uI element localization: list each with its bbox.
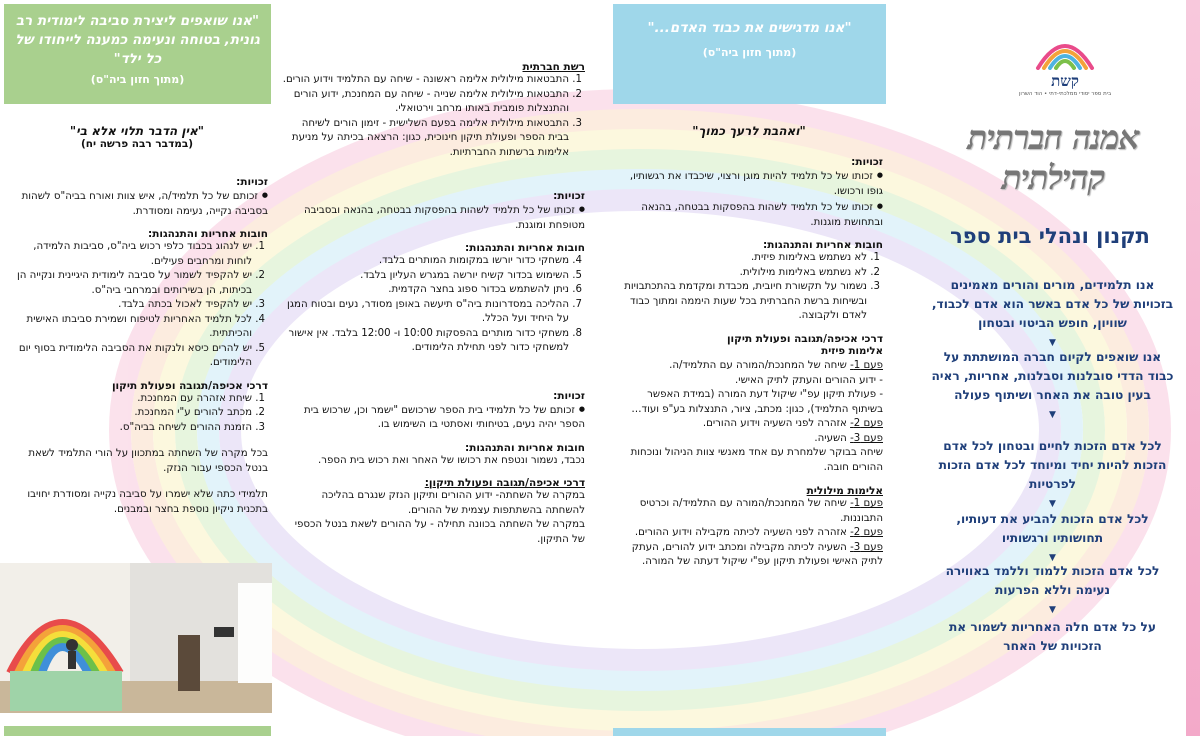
principle-item: אנו תלמידים, מורים והורים מאמינים בזכויות של כל אדם באשר הוא אדם לכבוד, שוויון, חופש הביטוי ובטחון ▼ xyxy=(930,276,1175,353)
vision-quote-box xyxy=(4,4,271,104)
section-title: "ואהבת לרעך כמוך" xyxy=(692,124,806,138)
rights-list xyxy=(615,168,883,230)
rights-heading: זכויות: xyxy=(553,190,585,202)
list-item: ● זכותם של כל תלמידי בית הספר שרכושם "ישמר וכן, שרכוש בית הספר יהיה נעים, בטיחותי ואסתטי בו השימוש בו. xyxy=(281,402,585,433)
list-item: 2. לא נשתמש באלימות מילולית. xyxy=(615,266,867,281)
list-item: 1. יש לנהוג בכבוד כלפי רכוש ביה"ס, סביבות הלמידה, לוחות ומרחבים פעילים. xyxy=(6,240,252,269)
down-arrow-icon: ▼ xyxy=(1049,499,1056,509)
property-rights-heading: זכויות: xyxy=(553,389,585,402)
vision-quote-source: (מתוך חזון ביה"ס) xyxy=(90,73,185,86)
down-arrow-icon: ▼ xyxy=(1049,338,1056,348)
list-item: 3. נשמור על תקשורת חיובית, מכבדת ומקדמת בהתכתבויות ובשיחות ברשת החברתית בכל שעות היממה ומתוך כבוד לאדם ולקבוצה. xyxy=(615,280,867,324)
duties-list xyxy=(615,251,883,324)
list-item: 2. מכתב להורים ע"י המחנכת. xyxy=(6,406,252,421)
environment-section xyxy=(6,124,268,517)
response-list xyxy=(6,392,268,436)
list-item: 3. התבטאות מילולית אלימה בפעם השלישית - זימון הורים לשיחה בבית הספר ופעולת תיקון חינוכית, כגון: הרצאה בכיתה על מניעת אלימות ברשתות החברתיות. xyxy=(281,117,569,161)
list-item: 3. יש להקפיד לאכול בכתה בלבד. xyxy=(6,298,252,313)
duties-heading: חובות אחריות והתנהגות: xyxy=(763,239,883,251)
list-item: 5. יש להרים כיסא ולנקות את הסביבה הלימודית בסוף יום הלימודים. xyxy=(6,342,252,371)
logo-tagline: בית ספר יסודי ממלכתי-דתי • הוד השרון xyxy=(1018,91,1112,97)
cleanliness-note: תלמידי כתה שלא ישמרו על סביבה נקייה ומסודרת יחויבו בתכנית ניקיון נוספת בחצר ובמבנים. xyxy=(27,489,268,515)
list-item: 4. לכל תלמיד האחריות לטיפוח ושמירת סביבתו האישית והכיתתית. xyxy=(6,313,252,342)
school-hallway-photo xyxy=(0,563,272,713)
page-title: אמנה חברתית קהילתית xyxy=(967,118,1139,197)
social-network-heading: רשת חברתית xyxy=(522,61,585,73)
panel-footer-bar xyxy=(613,728,886,736)
rights-heading: זכויות: xyxy=(236,176,268,188)
step-line: פעם 3- השעיה לכיתה מקבילה ומכתב ידוע להורים, העתק לתיק האישי ופעולת תיקון עפ"י שיקול דעתה של המורה. xyxy=(631,541,883,567)
response-heading: דרכי אכיפה/תגובה ופעולת תיקון xyxy=(726,332,883,345)
property-response-heading: דרכי אכיפה/תגובה ופעולת תיקון: xyxy=(424,477,585,489)
list-item: 2. התבטאות מילולית אלימה שנייה - שיחה עם המחנכת, ידוע הורים והתנצלות פומבית באותו מרחב וירטואלי. xyxy=(281,88,569,117)
list-item: 8. משחקי כדור מותרים בהפסקות 10:00 ו- 12:00 בלבד. אין אישור למשחקי כדור לפני תחילת הלימודים. xyxy=(281,327,569,356)
duties-list xyxy=(281,254,585,356)
hallway-illustration xyxy=(0,563,272,713)
section-title: "אין הדבר תלוי אלא בי" xyxy=(69,124,205,138)
step-line: פעם 2- אזהרה לפני השעיה לכיתה מקבילה וידוע ההורים. xyxy=(634,527,883,538)
step-line: - ידוע ההורים והעתק לתיק האישי. xyxy=(735,374,883,386)
step-line: פעם 1- שיחה של המחנכת/המורה עם התלמיד/ה וכרטיס התבוננות. xyxy=(639,498,883,524)
property-rights-list xyxy=(281,402,585,433)
panel-social-network xyxy=(275,0,605,736)
list-item: ● זכותו של כל תלמיד לשהות בהפסקות בבטחה, בהנאה ובסביבה מטופחת ומוגנת. xyxy=(281,202,585,233)
principle-item: לכל אדם הזכות להביע את דעותיו, תחושותיו ורגשותיו ▼ xyxy=(930,510,1175,568)
dignity-quote-source: (מתוך חזון ביה"ס) xyxy=(702,46,797,59)
down-arrow-icon: ▼ xyxy=(1049,605,1056,615)
principle-item: לכל אדם הזכות לחיים ובטחון לכל אדם הזכות להיות יחיד ומיוחד לכל אדם הזכות לפרטיות ▼ xyxy=(930,437,1175,514)
section-title-source: (במדבר רבה פרשה יח) xyxy=(80,138,194,150)
dignity-quote: "אנו מדגישים את כבוד האדם..." xyxy=(647,20,852,36)
duties-heading: חובות אחריות והתנהגות: xyxy=(465,242,585,254)
list-item: ● זכותו של כל תלמיד לשהות בהפסקות בבטחה, בהנאה ובתחושת מוגנות. xyxy=(615,199,883,230)
dignity-quote-box xyxy=(613,4,886,104)
list-item: 7. ההליכה במסדרונות ביה"ס תיעשה באופן מסודר, נעים ובטוח המגן על היחיד ועל הכלל. xyxy=(281,298,569,327)
property-duties-text: נכבד, נשמור ונטפח את רכושו של האחר ואת רכוש בית הספר. xyxy=(318,454,585,466)
list-item: 6. ניתן להשתמש בכדור ספוג בחצר הקדמית. xyxy=(281,283,569,298)
duties-heading: חובות אחריות והתנהגות: xyxy=(148,228,268,240)
property-response-text: במקרה של השחתה- ידוע ההורים ותיקון הנזק שנגרם בהליכה להשחתה בהשתתפות עצמית של ההורים. xyxy=(321,490,585,516)
vision-quote: "אנו שואפים ליצירת סביבה לימודית רב גונית, בטוחה ונעימה כמענה לייחודו של כל ילד" xyxy=(15,13,260,67)
verbal-violence-heading: אלימות מילולית xyxy=(806,485,883,497)
list-item: 1. לא נשתמש באלימות פיזית. xyxy=(615,251,867,266)
social-network-list xyxy=(281,73,585,160)
list-item: 1. שיחת אזהרה עם המחנכת. xyxy=(6,392,252,407)
physical-violence-note: שיחה בבוקר שלמחרת עם אחד מאנשי צוות הניהול ונוכחות ההורים חובה. xyxy=(630,447,883,473)
principle-item: לכל אדם הזכות ללמוד וללמד באווירה נעימה וללא הפרעות ▼ xyxy=(930,562,1175,620)
list-item: 1. התבטאות מילולית אלימה ראשונה - שיחה עם התלמיד וידוע הורים. xyxy=(281,73,569,88)
physical-violence-heading: אלימות פיזית xyxy=(821,345,883,357)
logo-name: קשת xyxy=(1051,72,1079,90)
list-item: ● זכותו של כל תלמיד להיות מוגן ורצוי, שיכבדו את רגשותיו, גופו ורכושו. xyxy=(615,168,883,199)
down-arrow-icon: ▼ xyxy=(1049,553,1056,563)
social-network-section xyxy=(281,52,585,547)
principle-item: אנו שואפים לקיום חברה המושתתת על כבוד הדדי סובלנות וסבלנות, אחריות, ראיה בעין טובה את האחר ושיתוף פעולה ▼ xyxy=(930,348,1175,425)
step-line: פעם 3- השעיה. xyxy=(814,432,883,444)
property-response-text: במקרה של השחתה בכוונה תחילה - על ההורים לשאת בנטל הכספי של התיקון. xyxy=(294,519,585,545)
duties-list xyxy=(6,240,268,371)
rights-list xyxy=(6,188,268,219)
principle-item: על כל אדם חלה האחריות לשמור את הזכויות של האחר xyxy=(948,620,1157,653)
list-item: ● זכותם של כל תלמיד/ה, איש צוות ואורח בביה"ס לשהות בסביבה נקייה, נעימה ומסודרת. xyxy=(6,188,268,219)
response-heading: דרכי אכיפה/תגובה ופעולת תיקון xyxy=(111,379,268,392)
step-line: פעם 1- שיחה של המחנכת/המורה עם התלמיד/ה. xyxy=(669,360,883,371)
list-item: 4. משחקי כדור יורשו במקומות המותרים בלבד. xyxy=(281,254,569,269)
violence-section xyxy=(615,124,883,570)
school-logo xyxy=(1015,30,1115,97)
physical-violence-steps xyxy=(615,359,883,475)
step-line: - פעולת תיקון עפ"י שיקול דעת המורה (במידת האפשר בשיתוף התלמיד), כגון: מכתב, ציור, התנצלות בע"פ ועוד… xyxy=(631,389,883,415)
page-edge-strip xyxy=(1186,0,1200,736)
verbal-violence-steps xyxy=(615,497,883,570)
panel-footer-bar xyxy=(4,726,271,736)
rainbow-logo-icon xyxy=(1030,30,1100,70)
down-arrow-icon: ▼ xyxy=(1049,410,1056,420)
vandalism-note: בכל מקרה של השחתה במתכוון על הורי התלמיד לשאת בנטל הכספי עבור הנזק. xyxy=(28,448,268,474)
step-line: פעם 2- אזהרה לפני השעיה וידוע ההורים. xyxy=(702,418,883,429)
list-item: 3. הזמנת ההורים לשיחה בביה"ס. xyxy=(6,421,252,436)
list-item: 2. יש להקפיד לשמור על סביבה לימודית היגיינית ונקייה הן בכיתות, הן בשירותים ובמרחבי ביה"ס. xyxy=(6,269,252,298)
list-item: 5. השימוש בכדור קשיח יורשה במגרש העליון בלבד. xyxy=(281,269,569,284)
panel-love-thy-neighbor xyxy=(605,0,895,736)
property-duties-heading: חובות אחריות והתנהגות: xyxy=(465,441,585,454)
rights-heading: זכויות: xyxy=(851,156,883,168)
panel-school-environment xyxy=(0,0,275,736)
page-subtitle: תקנון ונהלי בית ספר xyxy=(950,224,1150,248)
rights-list xyxy=(281,202,585,233)
